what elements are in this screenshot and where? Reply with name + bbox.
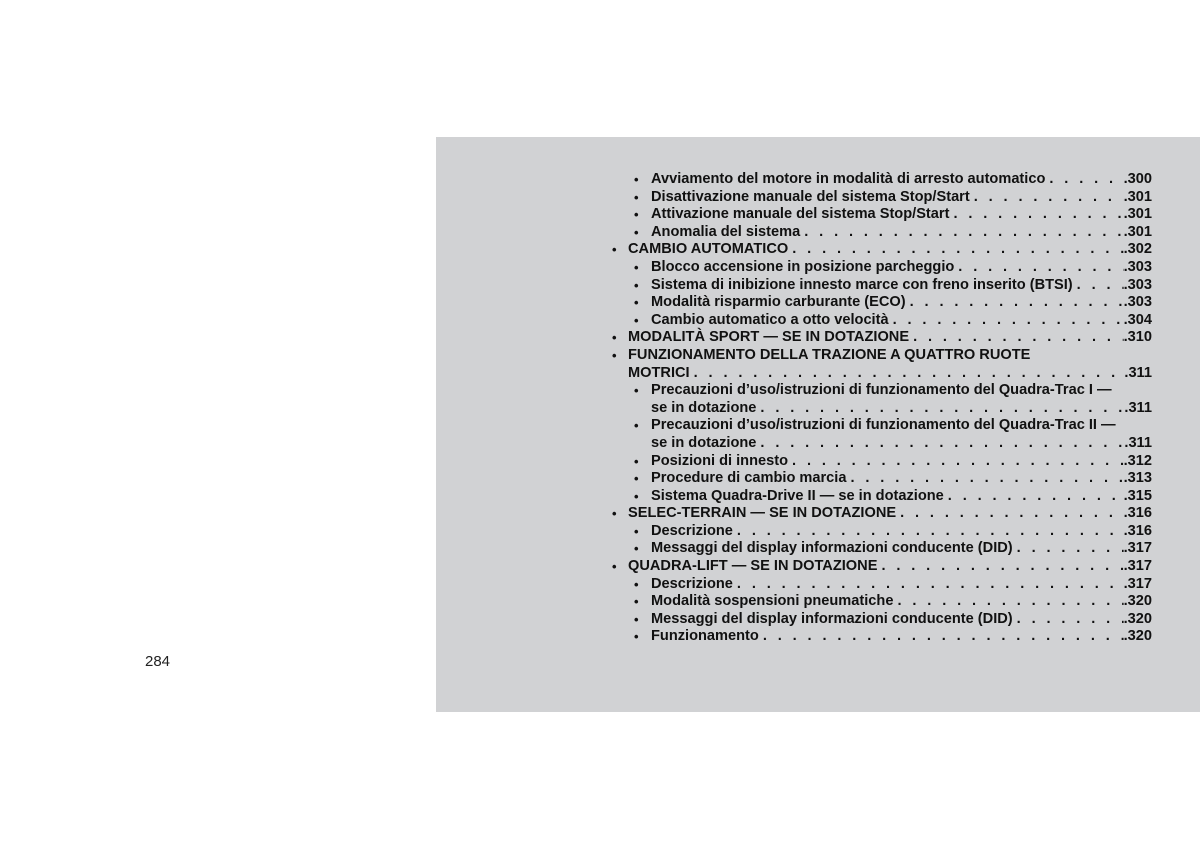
dot-leader — [756, 435, 1124, 453]
toc-entry-line — [628, 505, 1152, 523]
toc-entry-line — [651, 417, 1152, 435]
toc-entry-title: Descrizione — [651, 575, 733, 592]
dot-leader — [1013, 611, 1124, 629]
dot-leader — [889, 312, 1124, 330]
toc-entry-line — [651, 312, 1152, 330]
toc-entry-title: Precauzioni d’uso/istruzioni di funzionamento del Quadra-Trac I — — [651, 382, 1112, 399]
toc-entry-title: Descrizione — [651, 522, 733, 539]
bullet-icon: • — [612, 506, 617, 522]
toc-entry-title: SELEC-TERRAIN — SE IN DOTAZIONE — [628, 505, 897, 522]
toc-subsection-entry — [612, 470, 1152, 488]
toc-entry-page: .303 — [1123, 294, 1152, 311]
toc-entry-title: Modalità risparmio carburante (ECO) — [651, 294, 906, 311]
toc-entry-line — [651, 470, 1152, 488]
bullet-icon: • — [634, 189, 639, 205]
dot-leader — [759, 628, 1124, 646]
toc-subsection-entry — [612, 189, 1152, 207]
bullet-icon: • — [634, 295, 639, 311]
dot-leader — [1013, 540, 1124, 558]
dot-leader — [893, 593, 1123, 611]
toc-entry-title: Attivazione manuale del sistema Stop/Start — [651, 206, 950, 223]
toc-entry-line — [651, 593, 1152, 611]
toc-entry-line — [628, 558, 1152, 576]
bullet-icon: • — [634, 277, 639, 293]
toc-subsection-entry — [612, 540, 1152, 558]
toc-entry-title: QUADRA-LIFT — SE IN DOTAZIONE — [628, 558, 878, 575]
page-number: 284 — [145, 653, 171, 670]
toc-entry-line — [651, 171, 1152, 189]
bullet-icon: • — [634, 259, 639, 275]
toc-entry-title: MOTRICI — [628, 364, 690, 381]
toc-entry-line — [651, 277, 1152, 295]
dot-leader — [944, 488, 1124, 506]
toc-entry-page: .313 — [1123, 470, 1152, 487]
toc-entry-line — [651, 224, 1152, 242]
toc-entry-page: .310 — [1123, 329, 1152, 346]
toc-entry-title: Funzionamento — [651, 628, 759, 645]
toc-entry-line — [651, 540, 1152, 558]
bullet-icon: • — [612, 330, 617, 346]
toc-entry-line — [651, 611, 1152, 629]
toc-entry-title: MODALITÀ SPORT — SE IN DOTAZIONE — [628, 329, 910, 346]
toc-subsection-entry — [612, 171, 1152, 189]
toc-entry-page: .315 — [1123, 487, 1152, 504]
dot-leader — [906, 294, 1124, 312]
bullet-icon: • — [634, 611, 639, 627]
toc-entry-line — [651, 488, 1152, 506]
toc-entry-line — [651, 294, 1152, 312]
toc-entry-title: Precauzioni d’uso/istruzioni di funzionamento del Quadra-Trac II — — [651, 417, 1116, 434]
toc-entry-title: Sistema di inibizione innesto marce con freno inserito (BTSI) — [651, 276, 1073, 293]
toc-subsection-entry — [612, 382, 1152, 417]
toc-entry-line — [651, 628, 1152, 646]
toc-subsection-entry — [612, 453, 1152, 471]
toc-entry-page: .302 — [1123, 241, 1152, 258]
toc-section-entry — [612, 505, 1152, 523]
toc-section-entry — [612, 241, 1152, 259]
toc-entry-line — [628, 365, 1152, 383]
toc-entry-line — [651, 189, 1152, 207]
toc-subsection-entry — [612, 593, 1152, 611]
dot-leader — [1045, 171, 1123, 189]
dot-leader — [733, 576, 1124, 594]
toc-entry-title: Disattivazione manuale del sistema Stop/Start — [651, 188, 970, 205]
toc-entry-title: Avviamento del motore in modalità di arresto automatico — [651, 171, 1046, 187]
bullet-icon: • — [634, 207, 639, 223]
toc-entry-title: Blocco accensione in posizione parcheggio — [651, 258, 955, 275]
toc-entry-title: Cambio automatico a otto velocità — [651, 311, 889, 328]
dot-leader — [949, 206, 1123, 224]
dot-leader — [690, 365, 1125, 383]
dot-leader — [788, 241, 1123, 259]
bullet-icon: • — [634, 488, 639, 504]
toc-entry-title: Messaggi del display informazioni conducente (DID) — [651, 610, 1013, 627]
toc-subsection-entry — [612, 312, 1152, 330]
toc-entry-line — [651, 382, 1152, 400]
toc-entry-page: .320 — [1123, 593, 1152, 610]
toc-entry-title: se in dotazione — [651, 434, 757, 451]
toc-entry-page: .317 — [1123, 575, 1152, 592]
bullet-icon: • — [612, 242, 617, 258]
dot-leader — [954, 259, 1123, 277]
toc-entry-title: se in dotazione — [651, 399, 757, 416]
dot-leader — [733, 523, 1124, 541]
toc-subsection-entry — [612, 294, 1152, 312]
toc-entry-title: FUNZIONAMENTO DELLA TRAZIONE A QUATTRO RUOTE — [628, 346, 1031, 363]
dot-leader — [800, 224, 1123, 242]
bullet-icon: • — [612, 559, 617, 575]
bullet-icon: • — [634, 629, 639, 645]
bullet-icon: • — [634, 172, 639, 187]
toc-subsection-entry — [612, 576, 1152, 594]
toc-subsection-entry — [612, 488, 1152, 506]
toc-entry-line — [651, 453, 1152, 471]
dot-leader — [788, 453, 1124, 471]
toc-entry-line — [651, 400, 1152, 418]
toc-section-entry — [612, 347, 1152, 382]
bullet-icon: • — [634, 383, 639, 399]
toc-entry-title: Messaggi del display informazioni conducente (DID) — [651, 540, 1013, 557]
toc-subsection-entry — [612, 417, 1152, 452]
toc-subsection-entry — [612, 611, 1152, 629]
bullet-icon: • — [634, 453, 639, 469]
toc-subsection-entry — [612, 523, 1152, 541]
toc-entry-title: Posizioni di innesto — [651, 452, 789, 469]
bullet-icon: • — [634, 576, 639, 592]
dot-leader — [896, 505, 1123, 523]
toc-entry-line — [628, 241, 1152, 259]
toc-entry-page: .303 — [1123, 276, 1152, 293]
toc-entry-title: CAMBIO AUTOMATICO — [628, 241, 789, 258]
toc-entry-page: .311 — [1124, 399, 1152, 416]
toc-entry-line — [651, 259, 1152, 277]
toc-entry-page: .311 — [1124, 364, 1152, 381]
toc-entry-line — [651, 576, 1152, 594]
bullet-icon: • — [634, 312, 639, 328]
bullet-icon: • — [612, 347, 617, 363]
bullet-icon: • — [634, 224, 639, 240]
toc-entry-title: Modalità sospensioni pneumatiche — [651, 593, 894, 610]
toc-entry-line — [651, 523, 1152, 541]
toc-entry-page: .317 — [1123, 558, 1152, 575]
toc-subsection-entry — [612, 277, 1152, 295]
dot-leader — [846, 470, 1123, 488]
toc-entry-page: .301 — [1123, 206, 1152, 223]
toc-subsection-entry — [612, 206, 1152, 224]
toc-entry-page: .316 — [1123, 522, 1152, 539]
toc-entry-page: .311 — [1124, 434, 1152, 451]
toc-entry-page: .300 — [1123, 171, 1152, 187]
bullet-icon: • — [634, 523, 639, 539]
toc-entry-line — [628, 347, 1152, 365]
toc-entry-line — [651, 206, 1152, 224]
toc-entry-page: .312 — [1123, 452, 1152, 469]
toc-entry-title: Sistema Quadra-Drive II — se in dotazione — [651, 487, 944, 504]
toc-entry-page: .301 — [1123, 223, 1152, 240]
toc-subsection-entry — [612, 224, 1152, 242]
toc-panel — [436, 137, 1200, 712]
toc-section-entry — [612, 329, 1152, 347]
toc-entry-line — [628, 329, 1152, 347]
toc-entry-page: .316 — [1123, 505, 1152, 522]
dot-leader — [877, 558, 1123, 576]
table-of-contents — [612, 171, 1152, 646]
toc-entry-page: .303 — [1123, 258, 1152, 275]
toc-subsection-entry — [612, 259, 1152, 277]
toc-section-entry — [612, 558, 1152, 576]
toc-subsection-entry — [612, 628, 1152, 646]
toc-entry-line — [651, 435, 1152, 453]
dot-leader — [1073, 277, 1124, 295]
toc-entry-page: .320 — [1123, 610, 1152, 627]
dot-leader — [756, 400, 1124, 418]
toc-entry-page: .304 — [1123, 311, 1152, 328]
toc-entry-title: Anomalia del sistema — [651, 223, 801, 240]
toc-entry-page: .317 — [1123, 540, 1152, 557]
bullet-icon: • — [634, 594, 639, 610]
toc-entry-page: .301 — [1123, 188, 1152, 205]
bullet-icon: • — [634, 418, 639, 434]
toc-entry-page: .320 — [1123, 628, 1152, 645]
dot-leader — [909, 329, 1124, 347]
toc-entry-title: Procedure di cambio marcia — [651, 470, 847, 487]
bullet-icon: • — [634, 541, 639, 557]
bullet-icon: • — [634, 471, 639, 487]
dot-leader — [970, 189, 1124, 207]
